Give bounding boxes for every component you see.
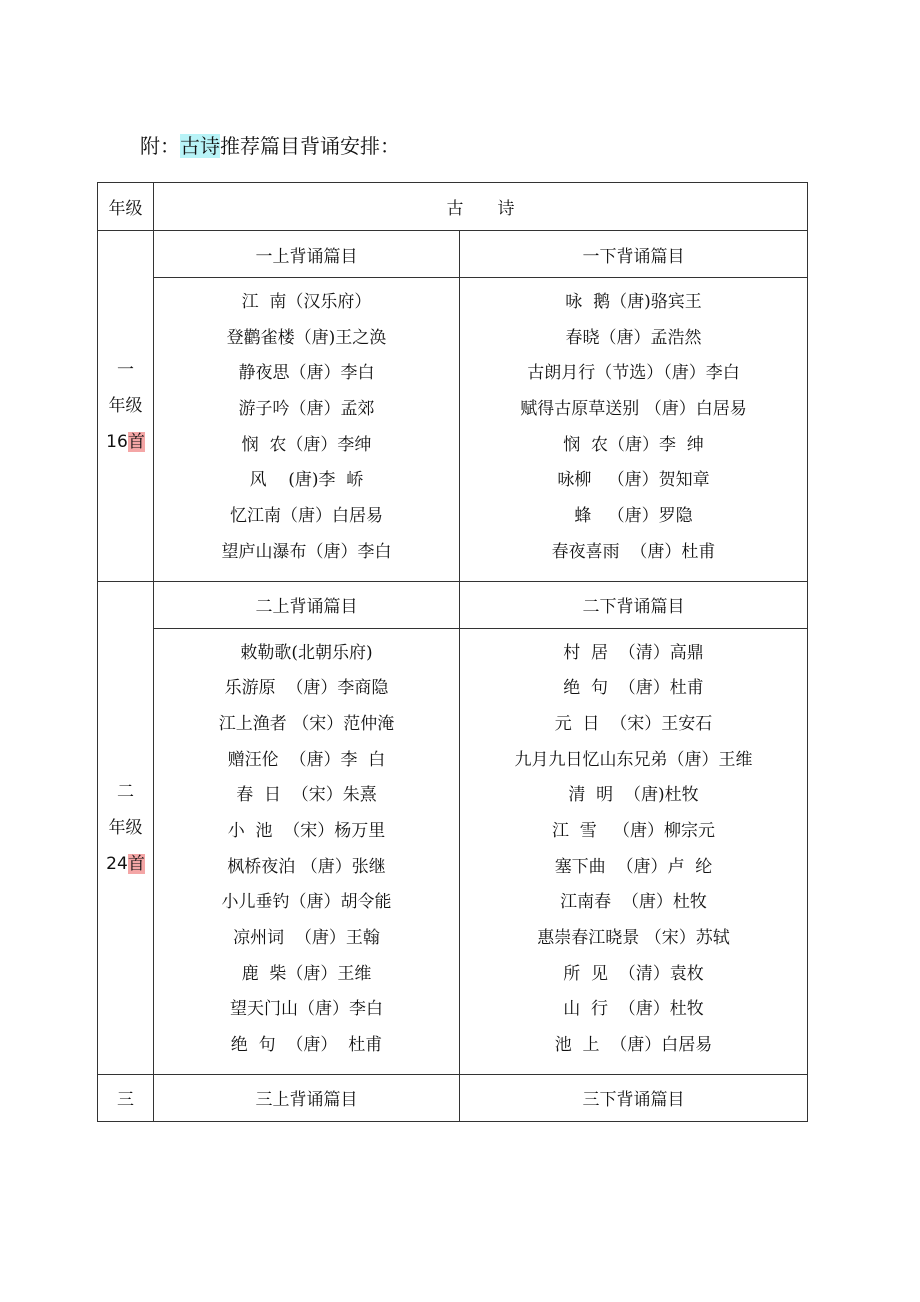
poem-item: 惠崇春江晓景 （宋）苏轼 [537, 928, 730, 948]
poem-item: 春 日 （宋）朱熹 [236, 785, 377, 806]
grade3-upper-header: 三上背诵篇目 [154, 1074, 460, 1121]
grade1-lower-header: 一下背诵篇目 [460, 231, 808, 278]
poem-item: 游子吟（唐）孟郊 [238, 399, 375, 420]
heading-prefix: 附： [140, 134, 180, 158]
poem-column-header: 古 诗 [154, 183, 808, 231]
poem-item: 绝 句 （唐） 杜甫 [230, 1035, 383, 1056]
poem-item: 江 雪 （唐）柳宗元 [551, 820, 716, 841]
poem-item: 古朗月行（节选）（唐）李白 [527, 363, 740, 384]
grade1-count: 16首 [106, 431, 145, 452]
poem-item: 清 明 （唐)杜牧 [568, 785, 699, 806]
grade2-upper-header: 二上背诵篇目 [154, 581, 460, 628]
grade3-label-cell: 三 [98, 1074, 154, 1121]
poem-item: 所 见 （清）袁枚 [563, 963, 704, 984]
grade1-poems-row [98, 278, 808, 582]
poem-item: 凉州词 （唐）王翰 [233, 928, 380, 948]
table-header-row [98, 183, 808, 231]
poem-item: 江南春 （唐）杜牧 [560, 892, 707, 913]
poem-item: 池 上 （唐）白居易 [554, 1035, 713, 1056]
grade2-label-line2: 年级 [108, 817, 143, 838]
grade2-subheader-row [98, 581, 808, 628]
grade1-upper-poems [154, 278, 460, 582]
poem-item: 九月九日忆山东兄弟（唐）王维 [514, 749, 753, 770]
poem-item: 元 日 （宋）王安石 [554, 713, 713, 734]
grade1-label-line2: 年级 [108, 395, 143, 416]
poem-item: 咏柳 （唐）贺知章 [557, 470, 710, 491]
poem-item: 小儿垂钓（唐）胡令能 [221, 892, 392, 913]
poem-item: 望庐山瀑布（唐）李白 [221, 541, 392, 562]
poem-item: 赠汪伦 （唐）李 白 [227, 749, 386, 770]
heading-rest: 推荐篇目背诵安排： [220, 134, 400, 158]
poem-table [97, 182, 808, 1122]
poem-item: 望天门山（唐）李白 [230, 999, 383, 1020]
grade2-upper-poems [154, 628, 460, 1074]
poem-item: 风 (唐)李 峤 [249, 470, 364, 491]
poem-item: 乐游原 （唐）李商隐 [224, 678, 389, 699]
poem-item: 春晓（唐）孟浩然 [565, 327, 702, 348]
grade1-upper-header: 一上背诵篇目 [154, 231, 460, 278]
grade2-count: 24首 [106, 853, 145, 874]
poem-item: 悯 农（唐）李绅 [241, 434, 372, 455]
heading-highlight: 古诗 [180, 134, 220, 158]
grade2-lower-poems [460, 628, 808, 1074]
poem-item: 江 南（汉乐府） [241, 292, 372, 312]
poem-item: 春夜喜雨 （唐）杜甫 [551, 541, 716, 562]
grade1-label-line1: 一 [117, 359, 134, 380]
poem-item: 悯 农（唐）李 绅 [563, 434, 704, 455]
grade2-poems-row [98, 628, 808, 1074]
poem-item: 枫桥夜泊 （唐）张继 [227, 856, 386, 877]
poem-item: 江上渔者 （宋）范仲淹 [218, 713, 395, 734]
poem-item: 绝 句 （唐）杜甫 [563, 678, 704, 699]
poem-item: 静夜思（唐）李白 [238, 363, 375, 384]
page-heading [140, 132, 400, 160]
poem-item: 忆江南（唐）白居易 [230, 506, 383, 527]
grade3-subheader-row [98, 1074, 808, 1121]
grade3-lower-header: 三下背诵篇目 [460, 1074, 808, 1121]
poem-item: 塞下曲 （唐）卢 纶 [554, 856, 713, 877]
grade2-label-line1: 二 [117, 781, 134, 802]
grade1-label-cell [98, 231, 154, 582]
poem-item: 山 行 （唐）杜牧 [563, 999, 704, 1020]
grade1-subheader-row [98, 231, 808, 278]
poem-item: 蜂 （唐）罗隐 [574, 506, 693, 527]
grade-column-header: 年级 [98, 183, 154, 231]
grade2-label-cell [98, 581, 154, 1074]
poem-item: 村 居 （清）高鼎 [563, 642, 704, 663]
poem-item: 赋得古原草送别 （唐）白居易 [520, 399, 747, 420]
poem-item: 敕勒歌(北朝乐府) [240, 642, 373, 663]
poem-item: 咏 鹅（唐)骆宾王 [565, 292, 702, 312]
poem-item: 登鹳雀楼（唐)王之涣 [226, 327, 387, 348]
poem-item: 小 池 （宋）杨万里 [227, 820, 386, 841]
grade1-lower-poems [460, 278, 808, 582]
poem-item: 鹿 柴（唐）王维 [241, 963, 372, 984]
grade2-lower-header: 二下背诵篇目 [460, 581, 808, 628]
